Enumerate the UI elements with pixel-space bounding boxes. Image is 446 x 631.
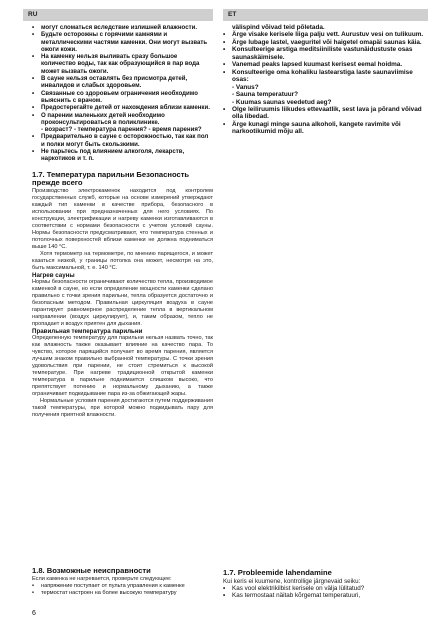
paragraph: Kui keris ei kuumene, kontrollige järgnevaid seiku: bbox=[223, 577, 361, 585]
ru-check-list bbox=[32, 583, 213, 597]
list-item: • термостат настроен на более высокую температуру bbox=[32, 590, 213, 597]
column-et bbox=[223, 24, 425, 136]
ru-section-sauna-temperature bbox=[32, 171, 213, 420]
list-item: • Будьте осторожны с горячими камнями и металлическими частями каменки. Они могут вызвать ожоги кожи. bbox=[32, 31, 213, 53]
section-title: 1.8. Возможные неисправности bbox=[32, 566, 151, 575]
subsection-title: Правильная температура парильни bbox=[32, 328, 143, 336]
paragraph: Если каменка не нагревается, проверьте следующее: bbox=[32, 575, 172, 582]
paragraph: Нормы безопасности ограничивают количество тепла, производимое каменкой в сауне, но если определение мощности каменки сделано правильно с точки зрения парильни, тепла образуется достаточно и безопасным методом. Правильная циркуляция воздуха в сауне гарантирует равномерное распределение тепла в вертикальном направлении (воздух циркулирует), и, таким образом, тепло не пропадает и воздух приятен для дыхания. bbox=[32, 279, 213, 328]
list-item: • О парении маленьких детей необходимо проконсультироваться в поликлинике. - возраст? - температура парения? - время парения? bbox=[32, 112, 213, 134]
paragraph: Производство электрокаменок находится под контролем государственных служб, которые на основе измерений утверждают каждый тип каменки в качестве прибора, безопасного в использовании при предназначенных для него условиях. По конструкции, электрификации и нагреву каменки изготавливаются в соответствии с нормами безопасности с учетом условий сауны. Нормы безопасности предусматривают, что температура стенных и потолочных поверхностей вблизи каменки не должна подниматься выше 140 °С. bbox=[32, 187, 213, 250]
list-item: • В сауне нельзя оставлять без присмотра детей, инвалидов и слабых здоровьем. bbox=[32, 75, 213, 90]
et-safety-list bbox=[223, 24, 425, 136]
list-item: • Kas termostaat näitab kõrgemat temperatuuri, bbox=[223, 592, 425, 599]
list-item: • напряжение поступает от пульта управления к каменке bbox=[32, 583, 213, 590]
list-item: • На каменку нельзя выливать сразу большое количество воды, так как образующийся в пар вода может вызвать ожоги. bbox=[32, 53, 213, 75]
list-item-continuation: välispind võivad teid põletada. bbox=[232, 24, 325, 31]
subsection-title: Нагрев сауны bbox=[32, 271, 75, 279]
section-title: 1.7. Температура парильни Безопасность прежде всего bbox=[32, 169, 190, 188]
page-number: 6 bbox=[32, 610, 36, 617]
list-item: • Olge leiliruumis liikudes ettevaatlik, sest lava ja põrand võivad olla libedad. bbox=[223, 106, 425, 121]
paragraph: Хотя термометр на термометре, по мнению парящегося, и может казаться низкой, у границы потолка она может, несмотря на это, быть максимальной, т. е. 140 °С. bbox=[32, 250, 213, 271]
language-tab-et: ET bbox=[223, 9, 428, 21]
list-item: • Связанные со здоровьем ограничения необходимо выяснить с врачом. bbox=[32, 90, 213, 105]
list-item: • Ärge kunagi minge sauna alkoholi, kangete ravimite või narkootikumid mõju all. bbox=[223, 121, 425, 136]
list-item: • Предостерегайте детей от нахождения вблизи каменки. bbox=[32, 104, 213, 111]
list-item: • Ärge lubage lastel, vaeguritel või haigetel omapäi saunas käia. bbox=[223, 39, 425, 46]
sub-question: - Kuumas saunas veedetud aeg? bbox=[232, 98, 332, 106]
ru-safety-list bbox=[32, 24, 213, 163]
paragraph: Нормальные условия парения достигаются путем поддерживания такой температуры, при которой можно подкидывать пару для получения приятной влажности. bbox=[32, 398, 213, 419]
et-check-list bbox=[223, 585, 425, 600]
paragraph: Определенную температуру для парильни нельзя назвать точно, так как влажность также оказывает влияние на качество пара. То чувство, которое парящийся получает во время парения, является лучшим знаком правильно выбранной температуры. С точки зрения удовольствия при парении, не стоит стремиться к высокой температуре. При нагреве традиционной открытой каменки температура в парильне поднимается слишком высоко, что препятствует потению и нормальному дыханию, а также ограничивает подкидывание пара из-за обжигающей жары. bbox=[32, 335, 213, 398]
list-item: • Kas vool elektrikilbist kerisele on välja lülitatud? bbox=[223, 585, 425, 592]
language-tab-ru: RU bbox=[23, 9, 213, 21]
sub-questions: - возраст? - температура парения? - время парения? bbox=[41, 126, 202, 134]
list-item: • могут сломаться вследствие излишней влажности. bbox=[32, 24, 213, 31]
sub-question: - Vanus? bbox=[232, 83, 259, 91]
list-item: • Konsulteerige arstiga meditsiiniliste vastunäidustuste osas saunaskäimisele. bbox=[223, 46, 425, 61]
list-item: • Ärge visake kerisele liiga palju vett. Aurustuv vesi on tulikuum. bbox=[223, 31, 425, 38]
list-item: • Konsulteerige oma kohaliku lastearstiga laste saunaviimise osas: - Vanus? - Sauna temperatuur? - Kuumas saunas veedetud aeg? bbox=[223, 69, 425, 106]
list-item: • Не парьтесь под влиянием алкоголя, лекарств, наркотиков и т. п. bbox=[32, 148, 213, 163]
section-title: 1.7. Probleemide lahendamine bbox=[223, 568, 332, 577]
ru-section-troubleshooting bbox=[32, 567, 213, 597]
et-section-troubleshooting bbox=[223, 569, 425, 599]
column-ru bbox=[32, 24, 213, 419]
sub-question: - Sauna temperatuur? bbox=[232, 91, 299, 99]
list-item: • Vanemad peaks lapsed kuumast kerisest eemal hoidma. bbox=[223, 61, 425, 68]
list-item: • Предварительно в сауне с осторожностью, так как пол и полки могут быть скользкими. bbox=[32, 133, 213, 148]
